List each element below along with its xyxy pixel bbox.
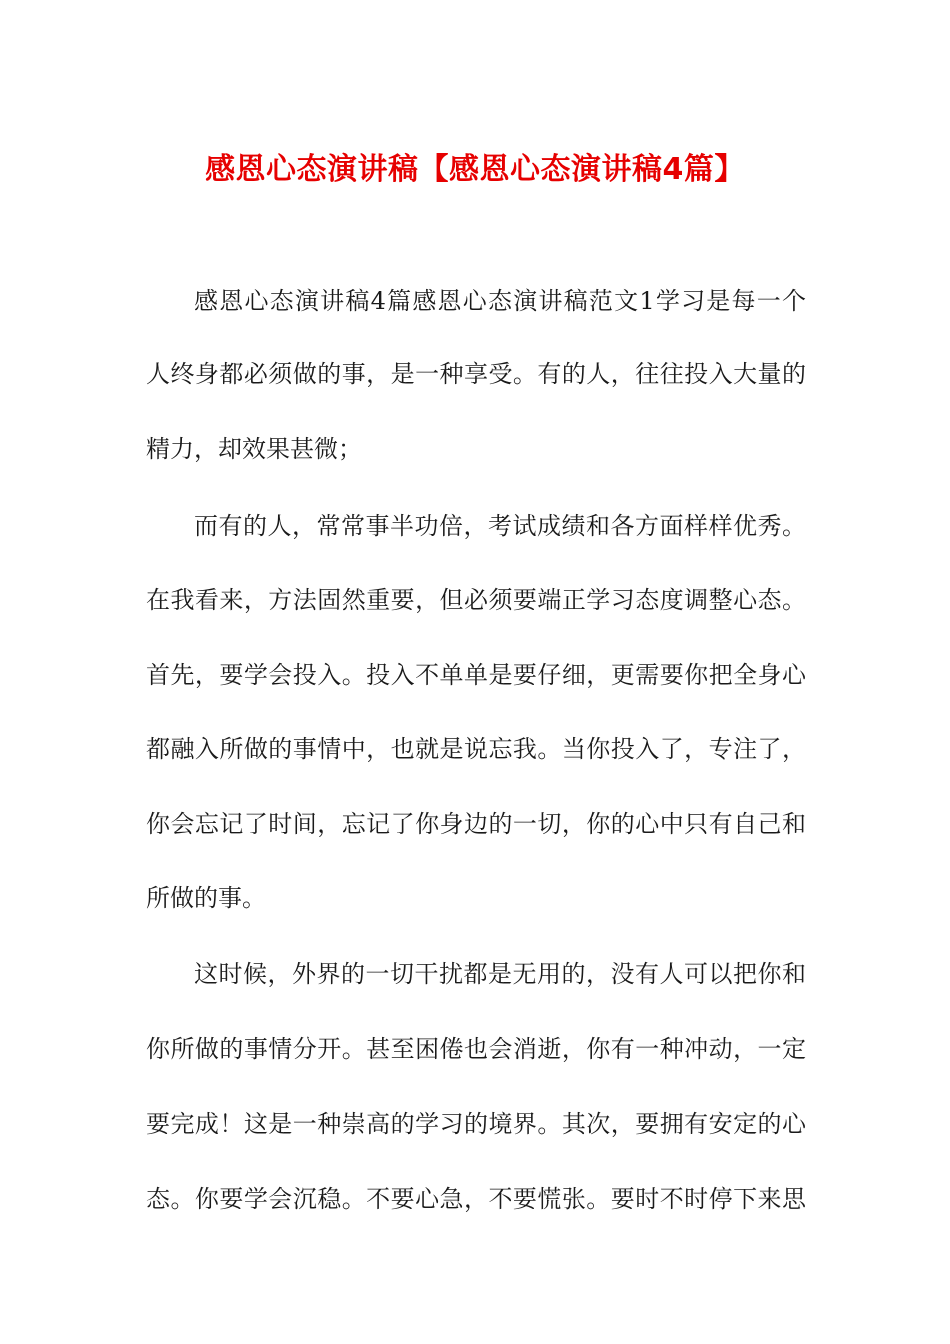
paragraph-line: 感恩心态演讲稿4篇感恩心态演讲稿范文1学习是每一个	[194, 287, 806, 315]
paragraph-line: 精力，却效果甚微；	[146, 435, 362, 463]
paragraph-line: 而有的人，常常事半功倍，考试成绩和各方面样样优秀。	[194, 512, 806, 540]
paragraph-line: 在我看来，方法固然重要，但必须要端正学习态度调整心态。	[146, 586, 806, 614]
paragraph-line: 都融入所做的事情中，也就是说忘我。当你投入了，专注了，	[146, 735, 806, 763]
paragraph-line: 这时候，外界的一切干扰都是无用的，没有人可以把你和	[194, 960, 806, 988]
paragraph-line: 要完成！这是一种崇高的学习的境界。其次，要拥有安定的心	[146, 1110, 806, 1138]
document-title: 感恩心态演讲稿【感恩心态演讲稿4篇】	[205, 152, 745, 187]
paragraph-line: 你所做的事情分开。甚至困倦也会消逝，你有一种冲动，一定	[146, 1035, 806, 1063]
paragraph-line: 人终身都必须做的事，是一种享受。有的人，往往投入大量的	[146, 360, 806, 388]
paragraph-line: 所做的事。	[146, 884, 266, 912]
paragraph-line: 首先，要学会投入。投入不单单是要仔细，更需要你把全身心	[146, 661, 806, 689]
paragraph-line: 态。你要学会沉稳。不要心急，不要慌张。要时不时停下来思	[146, 1185, 806, 1213]
paragraph-line: 你会忘记了时间，忘记了你身边的一切，你的心中只有自己和	[146, 810, 806, 838]
